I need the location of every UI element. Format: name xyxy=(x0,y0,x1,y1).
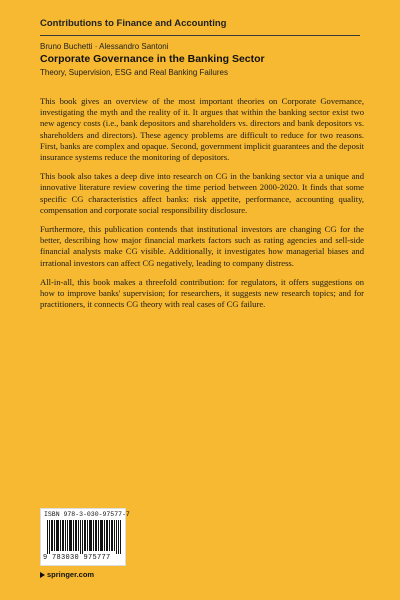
blurb-paragraph: This book gives an overview of the most important theories on Corporate Governance, investigating the myth and the reality of it. It argues that within the banking sector exist two new agency costs (i.e., bank depositors and shareholders vs. directors and bank depositors vs. shareholders and directors). These agency problems are difficult to reduce for two reasons. First, banks are complex and opaque. Second, government implicit guarantees and the deposit insurance systems reduce the monitoring of depositors. xyxy=(40,96,364,163)
isbn-barcode-box xyxy=(40,508,130,566)
blurb-paragraph: All-in-all, this book makes a threefold contribution: for regulators, it offers suggestions on how to improve banks' supervision; for researchers, it suggests new research topics; and for practitioners, it connects CG theory with real cases of CG failure. xyxy=(40,276,364,310)
blurb-paragraph: Furthermore, this publication contends that institutional investors are changing CG for the better, describing how major financial markets factors such as rating agencies and sell-side financial analysts make CG visible. Additionally, it investigates how managerial biases and irrational investors can affect CG negatively, leading to company distress. xyxy=(40,224,364,268)
isbn-number: ISBN 978-3-030-97577-7 xyxy=(44,511,130,518)
barcode-digits: 9 783030 975777 xyxy=(43,554,111,562)
blurb-paragraph: This book also takes a deep dive into research on CG in the banking sector via a unique and innovative literature review covering the time period between 2000-2020. It finds that some specific CG characteristics affect banks: risk appetite, performance, accounting quality, compensation and corporate social responsibility disclosure. xyxy=(40,171,364,215)
barcode-icon xyxy=(47,520,121,554)
blurb xyxy=(40,96,364,318)
publisher-url: springer.com xyxy=(47,570,95,579)
divider xyxy=(40,35,360,36)
book-title: Corporate Governance in the Banking Sector xyxy=(40,53,265,65)
arrow-icon xyxy=(40,572,45,578)
publisher-link[interactable] xyxy=(40,570,94,579)
authors: Bruno Buchetti · Alessandro Santoni xyxy=(40,42,169,51)
book-subtitle: Theory, Supervision, ESG and Real Banking Failures xyxy=(40,68,228,77)
series-title: Contributions to Finance and Accounting xyxy=(40,18,227,29)
